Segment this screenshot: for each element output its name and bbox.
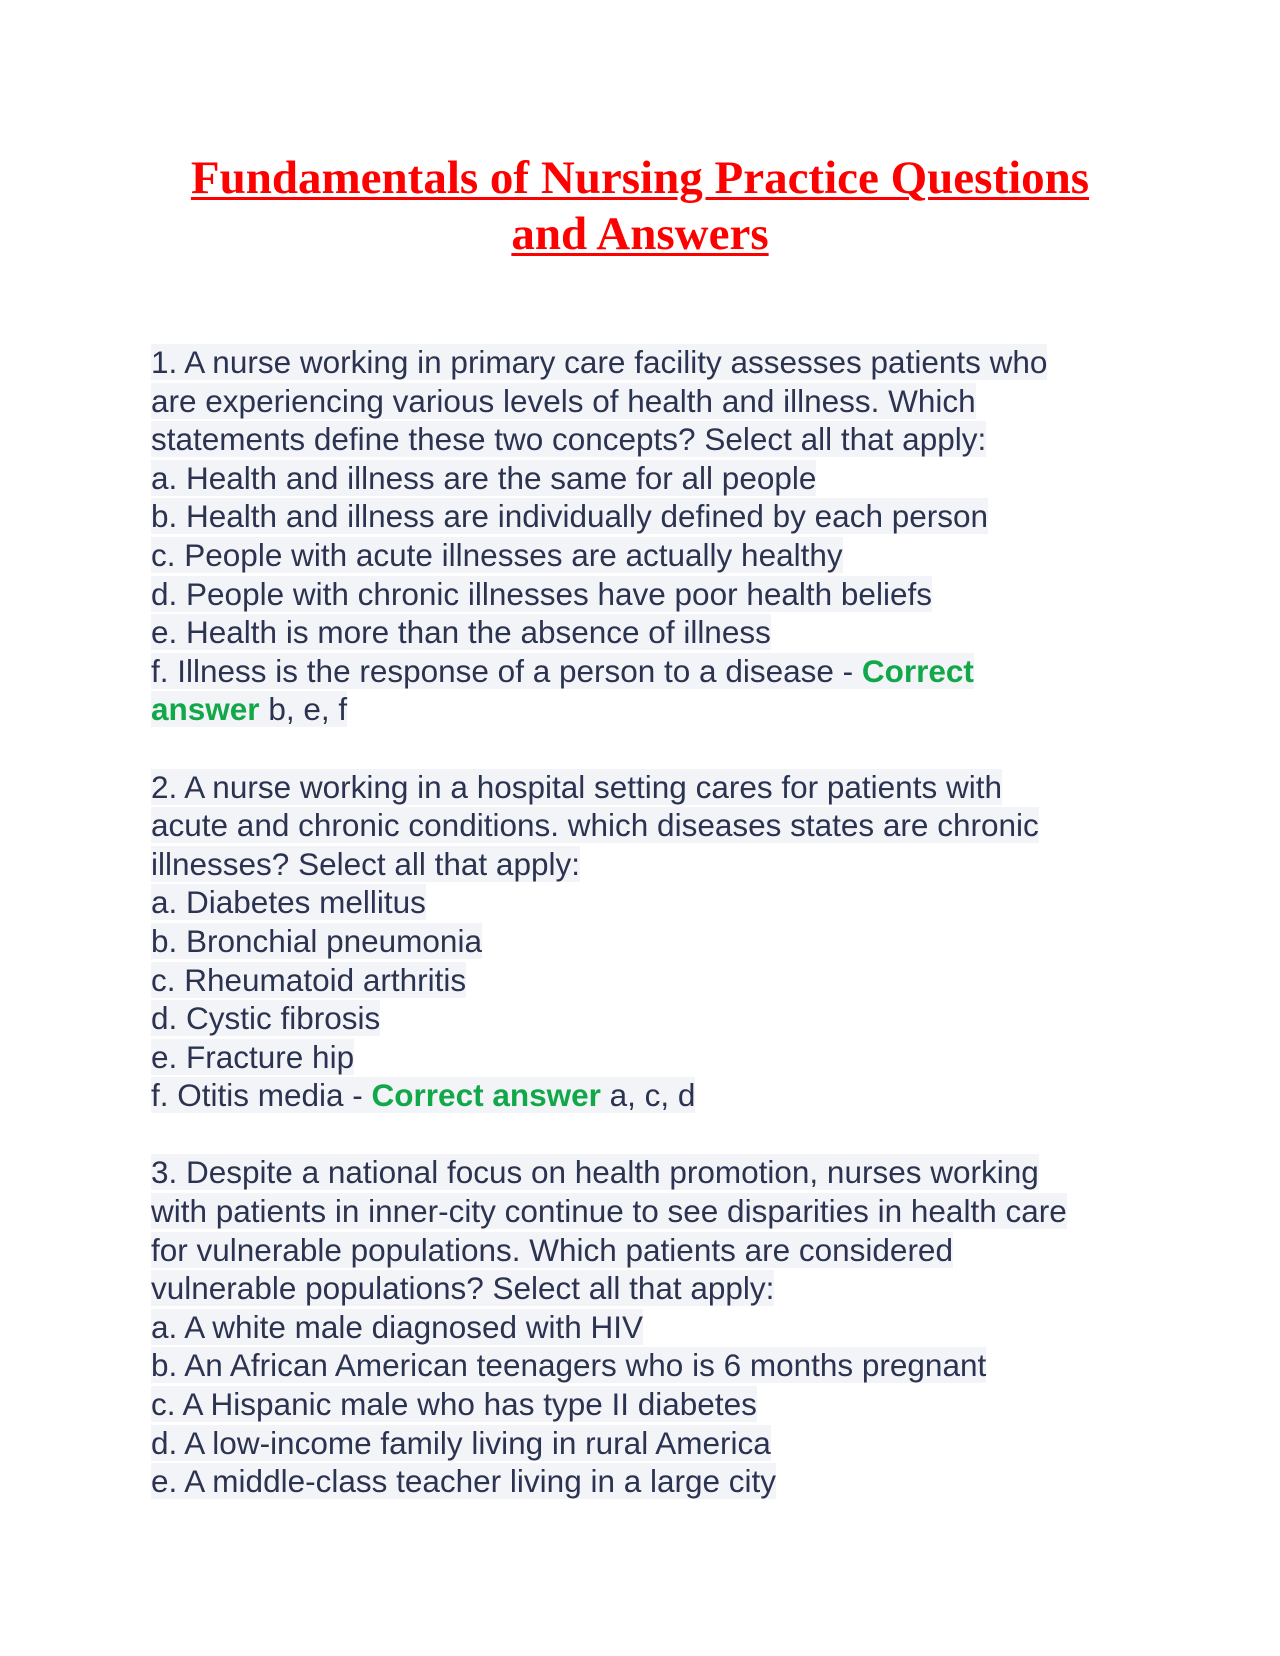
question-stem-line: 2. A nurse working in a hospital setting cares for patients with [151, 768, 1002, 805]
answer-option-b: b. An African American teenagers who is 6 months pregnant [151, 1347, 987, 1384]
answer-option-e: e. Health is more than the absence of illness [151, 614, 771, 651]
question-stem-line: vulnerable populations? Select all that apply: [151, 1270, 775, 1307]
answer-option-b: b. Bronchial pneumonia [151, 922, 482, 959]
document-title [100, 150, 1180, 262]
question-stem-line: 3. Despite a national focus on health promotion, nurses working [151, 1154, 1039, 1191]
question-stem-line: 1. A nurse working in primary care facility assesses patients who [151, 344, 1048, 380]
title-line-1: Fundamentals of Nursing Practice Questions [190, 152, 1090, 204]
answer-option-d: d. A low-income family living in rural America [151, 1424, 771, 1461]
question-stem-line: statements define these two concepts? Select all that apply: [151, 421, 987, 458]
title-line-2: and Answers [511, 208, 769, 260]
question-3 [151, 1153, 1151, 1500]
answer-option-a: a. Diabetes mellitus [151, 884, 426, 921]
question-stem-line: are experiencing various levels of health and illness. Which [151, 382, 976, 419]
correct-answer-label-cont: answer [151, 691, 260, 728]
answer-option-c: c. People with acute illnesses are actually healthy [151, 536, 843, 573]
answer-option-e: e. Fracture hip [151, 1038, 355, 1075]
question-stem-line: for vulnerable populations. Which patients are considered [151, 1231, 953, 1268]
answer-option-a: a. A white male diagnosed with HIV [151, 1308, 644, 1345]
questions-list [151, 343, 1151, 1539]
question-1 [151, 343, 1151, 729]
correct-answer-value: a, c, d [600, 1077, 696, 1114]
question-stem-line: acute and chronic conditions. which diseases states are chronic [151, 807, 1039, 844]
answer-option-e: e. A middle-class teacher living in a large city [151, 1463, 777, 1500]
answer-option-f: f. Otitis media - [151, 1077, 372, 1114]
question-stem-line: illnesses? Select all that apply: [151, 845, 580, 882]
answer-option-d: d. Cystic fibrosis [151, 1000, 381, 1037]
question-2 [151, 768, 1151, 1115]
answer-option-c: c. A Hispanic male who has type II diabetes [151, 1386, 757, 1423]
correct-answer-label: Correct answer [371, 1077, 601, 1114]
answer-option-d: d. People with chronic illnesses have poor health beliefs [151, 575, 932, 612]
correct-answer-label: Correct [861, 652, 974, 689]
answer-option-f: f. Illness is the response of a person to a disease - [151, 652, 862, 689]
answer-option-b: b. Health and illness are individually defined by each person [151, 498, 989, 535]
answer-option-c: c. Rheumatoid arthritis [151, 961, 467, 998]
question-stem-line: with patients in inner-city continue to see disparities in health care [151, 1193, 1067, 1230]
correct-answer-value: b, e, f [259, 691, 348, 728]
answer-option-a: a. Health and illness are the same for all people [151, 459, 817, 496]
